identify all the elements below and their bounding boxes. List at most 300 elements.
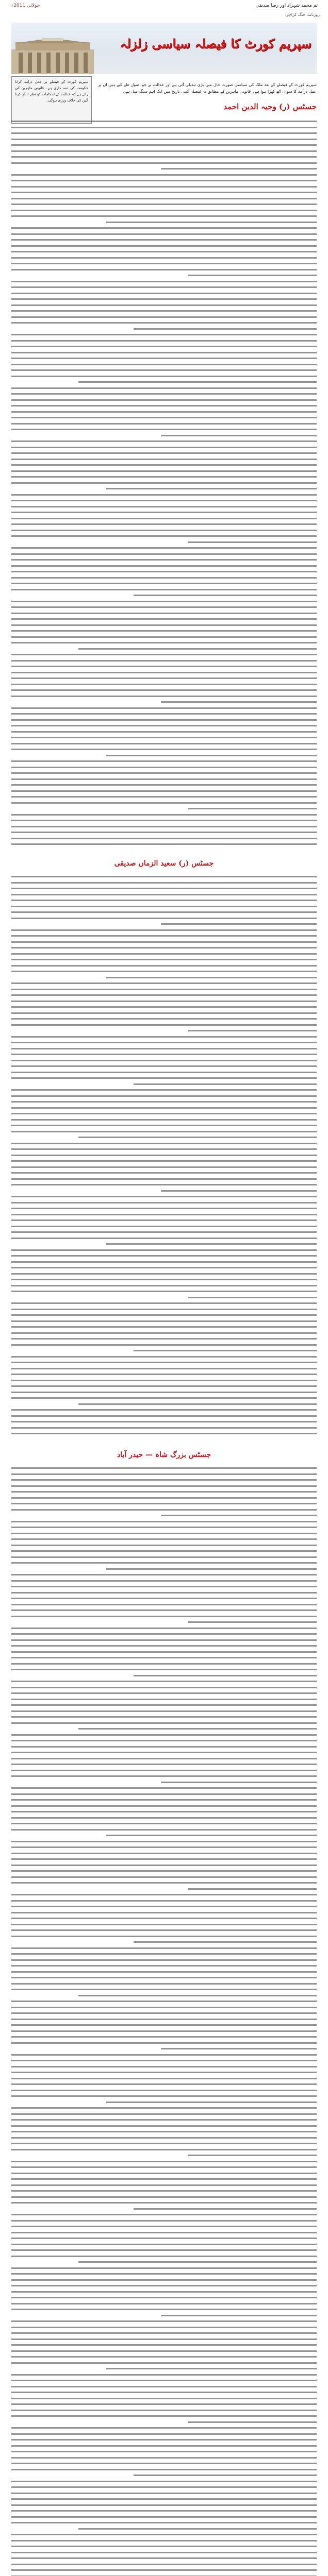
text-line (106, 488, 317, 489)
text-line (11, 1936, 317, 1937)
text-line (11, 518, 317, 519)
text-line (106, 977, 317, 978)
text-line (11, 2090, 317, 2091)
text-line (11, 1609, 317, 1611)
text-line (11, 953, 317, 955)
text-line (11, 1983, 317, 1985)
text-line (11, 784, 317, 786)
text-line (11, 1409, 317, 1411)
text-line (11, 2042, 317, 2044)
text-line (11, 1077, 317, 1079)
text-line (11, 1362, 317, 1363)
byline-1: جسٹس (ر) وجیہ الدین احمد (223, 102, 317, 111)
article-body-section-2 (11, 876, 317, 1443)
text-line (11, 470, 317, 472)
text-line (78, 1403, 317, 1405)
article-body-section-1 (11, 121, 317, 852)
text-line (11, 1018, 317, 1020)
text-line (11, 1533, 317, 1534)
text-line (11, 2190, 317, 2192)
text-line (11, 352, 317, 353)
body-text-lines (11, 121, 317, 845)
text-line (11, 192, 317, 193)
text-line (11, 2540, 317, 2541)
text-line (11, 2249, 317, 2251)
text-line (11, 2552, 317, 2553)
text-line (11, 1309, 317, 1310)
text-line (11, 1633, 317, 1635)
text-line (11, 2131, 317, 2132)
text-line (11, 459, 317, 460)
text-line (11, 233, 317, 235)
text-line (11, 1841, 317, 1842)
text-line (11, 743, 317, 744)
text-line (11, 215, 317, 217)
text-line (11, 1811, 317, 1812)
text-line (11, 1900, 317, 1902)
supreme-court-building-image (11, 38, 94, 74)
hero-banner (11, 23, 317, 74)
text-line (11, 1639, 317, 1641)
text-line (11, 1485, 317, 1487)
text-line (11, 186, 317, 188)
text-line (188, 1030, 317, 1031)
text-line (11, 1255, 317, 1257)
text-line (11, 1467, 317, 1469)
text-line (11, 2066, 317, 2067)
text-line (11, 660, 317, 662)
text-line (11, 322, 317, 324)
text-line (11, 2557, 317, 2559)
text-line (11, 535, 317, 537)
text-line (11, 2030, 317, 2032)
text-line (11, 1155, 317, 1156)
text-line (11, 1060, 317, 1061)
text-line (11, 1545, 317, 1546)
text-line (11, 894, 317, 895)
text-line (11, 1556, 317, 1558)
text-line (106, 1568, 317, 1570)
text-line (11, 1433, 317, 1434)
text-line (11, 2498, 317, 2500)
text-line (11, 452, 317, 454)
text-line (11, 2327, 317, 2328)
text-line (11, 2380, 317, 2381)
text-line (11, 2143, 317, 2144)
text-line (11, 2504, 317, 2506)
text-line (11, 239, 317, 241)
text-line (11, 2303, 317, 2304)
text-line (11, 1657, 317, 1658)
text-line (11, 624, 317, 626)
text-line (188, 1888, 317, 1890)
text-line (11, 1740, 317, 1741)
text-line (11, 523, 317, 525)
text-line (11, 2001, 317, 2002)
text-line (11, 802, 317, 804)
text-line (11, 1148, 317, 1150)
text-line (161, 923, 317, 925)
text-line (11, 334, 317, 335)
text-line (11, 1385, 317, 1387)
text-line (11, 2398, 317, 2399)
text-line (11, 2113, 317, 2115)
text-line (11, 2119, 317, 2121)
text-line (11, 210, 317, 211)
text-line (11, 512, 317, 513)
text-line (11, 500, 317, 501)
text-line (11, 506, 317, 507)
text-line (11, 618, 317, 620)
text-line (11, 2024, 317, 2026)
text-line (11, 2285, 317, 2286)
text-line (11, 1823, 317, 1824)
text-line (11, 876, 317, 877)
text-line (11, 636, 317, 638)
text-line (11, 281, 317, 282)
text-line (11, 971, 317, 972)
text-line (11, 1734, 317, 1736)
text-line (11, 132, 317, 134)
text-line (11, 1113, 317, 1114)
text-line (11, 547, 317, 549)
text-line (11, 1054, 317, 1055)
text-line (11, 1285, 317, 1286)
text-line (11, 2273, 317, 2275)
text-line (11, 1356, 317, 1358)
text-line (11, 1651, 317, 1653)
text-line (11, 376, 317, 377)
byline-2: جسٹس (ر) سعید الزماں صدیقی (114, 859, 214, 868)
byline-3: جسٹس بزرگ شاہ — حیدر آباد (117, 1451, 211, 1459)
text-line (11, 447, 317, 448)
text-line (11, 530, 317, 531)
text-line (11, 2320, 317, 2322)
text-line (11, 180, 317, 181)
text-line (11, 2007, 317, 2008)
text-line (188, 275, 317, 276)
text-line (11, 1125, 317, 1126)
text-line (11, 286, 317, 288)
text-line (11, 2256, 317, 2257)
text-line (11, 2309, 317, 2310)
text-line (161, 1782, 317, 1783)
text-line (11, 1392, 317, 1393)
text-line (11, 2202, 317, 2204)
text-line (11, 1846, 317, 1848)
text-line (78, 1137, 317, 1138)
text-line (11, 1947, 317, 1949)
text-line (11, 959, 317, 960)
text-line (11, 1574, 317, 1575)
text-line (134, 1350, 317, 1351)
text-line (11, 411, 317, 413)
text-line (11, 888, 317, 889)
text-line (11, 1858, 317, 1860)
text-line (11, 464, 317, 466)
text-line (11, 2078, 317, 2079)
text-line (161, 2048, 317, 2049)
text-line (11, 2356, 317, 2358)
text-line (11, 494, 317, 496)
text-line (11, 906, 317, 907)
text-line (11, 2350, 317, 2352)
text-line (11, 2244, 317, 2245)
text-line (11, 310, 317, 312)
text-line (11, 1580, 317, 1582)
text-line (11, 719, 317, 721)
text-line (11, 2166, 317, 2168)
text-line (134, 1941, 317, 1943)
text-line (11, 1302, 317, 1304)
text-line (11, 1273, 317, 1275)
text-line (11, 1202, 317, 1204)
text-line (188, 2155, 317, 2156)
text-line (11, 1072, 317, 1073)
text-line (11, 1764, 317, 1765)
text-line (11, 2125, 317, 2127)
text-line (11, 731, 317, 733)
text-line (11, 1421, 317, 1422)
text-line (11, 796, 317, 798)
text-line (161, 2315, 317, 2316)
text-line (134, 2475, 317, 2476)
text-line (188, 1621, 317, 1623)
text-line (11, 601, 317, 602)
text-line (188, 2421, 317, 2423)
text-line (11, 227, 317, 229)
text-line (106, 755, 317, 756)
text-line (11, 340, 317, 342)
text-line (11, 1870, 317, 1872)
text-line (11, 713, 317, 715)
text-line (11, 918, 317, 919)
text-line (11, 2019, 317, 2020)
text-line (11, 1894, 317, 1895)
text-line (11, 1415, 317, 1417)
text-line (11, 565, 317, 567)
text-line (161, 1190, 317, 1192)
text-line (11, 304, 317, 306)
text-line (11, 1326, 317, 1328)
text-line (11, 2291, 317, 2293)
text-line (11, 589, 317, 590)
text-line (11, 1989, 317, 1990)
text-line (11, 1799, 317, 1801)
text-line (11, 2362, 317, 2364)
text-line (11, 2534, 317, 2535)
text-line (11, 1775, 317, 1777)
text-line (11, 1024, 317, 1026)
text-line (11, 387, 317, 389)
text-line (11, 251, 317, 252)
text-line (11, 1977, 317, 1978)
text-line (11, 1089, 317, 1091)
text-line (11, 2279, 317, 2281)
text-line (161, 435, 317, 436)
text-line (11, 393, 317, 395)
text-line (11, 1226, 317, 1227)
text-line (11, 2060, 317, 2061)
text-line (11, 2072, 317, 2073)
text-line (11, 900, 317, 901)
text-line (11, 1865, 317, 1866)
text-line (78, 1995, 317, 1996)
text-line (11, 2297, 317, 2298)
text-line (11, 2178, 317, 2180)
text-line (11, 1758, 317, 1759)
text-line (11, 2332, 317, 2334)
text-line (11, 1012, 317, 1014)
text-line (11, 263, 317, 264)
text-line (11, 1692, 317, 1694)
text-line (11, 760, 317, 762)
text-line (11, 1604, 317, 1605)
text-line (11, 1959, 317, 1961)
text-line (11, 1344, 317, 1346)
text-line (11, 2374, 317, 2376)
text-line (11, 423, 317, 425)
text-line (11, 965, 317, 967)
dateline: جولائی 2011ء (11, 3, 40, 8)
text-line (11, 298, 317, 300)
text-line (11, 1965, 317, 1967)
text-line (134, 595, 317, 596)
text-line (11, 1267, 317, 1268)
text-line (11, 2493, 317, 2494)
text-line (11, 2439, 317, 2441)
text-line (11, 1160, 317, 1162)
text-line (11, 1509, 317, 1511)
text-line (11, 838, 317, 839)
text-line (11, 1770, 317, 1771)
text-line (11, 1704, 317, 1706)
text-line (11, 364, 317, 365)
text-line (11, 666, 317, 667)
text-line (11, 1320, 317, 1322)
text-line (11, 1929, 317, 1931)
text-line (11, 1491, 317, 1493)
text-line (11, 2451, 317, 2452)
text-line (11, 2232, 317, 2233)
text-line (11, 482, 317, 484)
text-line (11, 1279, 317, 1280)
text-line (11, 1249, 317, 1251)
text-line (188, 1297, 317, 1298)
text-line (11, 2149, 317, 2150)
text-line (11, 2403, 317, 2405)
text-line (11, 121, 317, 122)
text-line (11, 2344, 317, 2346)
text-line (11, 1538, 317, 1540)
text-line (11, 144, 317, 146)
text-line (11, 630, 317, 632)
text-line (11, 1628, 317, 1629)
text-line (11, 346, 317, 347)
text-line (11, 1006, 317, 1008)
text-line (11, 2457, 317, 2459)
text-line (11, 1065, 317, 1067)
text-line (11, 1131, 317, 1132)
text-line (11, 994, 317, 996)
text-line (11, 2410, 317, 2411)
text-line (134, 1083, 317, 1085)
text-line (11, 1497, 317, 1499)
text-line (11, 1332, 317, 1334)
text-line (11, 571, 317, 572)
text-line (11, 2463, 317, 2464)
text-line (11, 1829, 317, 1831)
text-line (11, 139, 317, 140)
text-line (11, 1196, 317, 1197)
text-line (11, 2516, 317, 2518)
text-line (11, 982, 317, 984)
body-text-lines (11, 876, 317, 1434)
text-line (11, 2415, 317, 2417)
text-line (11, 1107, 317, 1109)
text-line (134, 1675, 317, 1676)
text-line (11, 2220, 317, 2222)
text-line (161, 701, 317, 703)
text-line (11, 1291, 317, 1292)
text-line (11, 1699, 317, 1700)
text-line (11, 2392, 317, 2393)
text-line (11, 174, 317, 176)
text-line (11, 820, 317, 821)
text-line (11, 2196, 317, 2198)
text-line (11, 1338, 317, 1340)
source-line: روزنامہ جنگ کراچی (285, 12, 320, 17)
text-line (11, 553, 317, 555)
text-line (78, 2528, 317, 2530)
text-line (11, 1592, 317, 1594)
text-line (11, 1586, 317, 1587)
text-line (11, 2095, 317, 2097)
text-line (11, 1178, 317, 1180)
text-line (11, 1166, 317, 1168)
text-line (11, 2184, 317, 2186)
text-line (11, 559, 317, 561)
text-line (11, 2427, 317, 2429)
text-line (11, 1918, 317, 1919)
text-line (11, 2481, 317, 2482)
text-line (78, 2261, 317, 2263)
text-line (11, 2386, 317, 2387)
text-line (11, 1562, 317, 1564)
text-line (11, 2433, 317, 2435)
text-line (11, 1172, 317, 1174)
text-line (11, 399, 317, 401)
text-line (11, 257, 317, 259)
text-line (11, 677, 317, 679)
text-line (11, 1805, 317, 1807)
text-line (106, 1835, 317, 1836)
text-line (11, 1368, 317, 1369)
text-line (11, 358, 317, 359)
text-line (11, 1527, 317, 1528)
text-line (11, 293, 317, 294)
text-line (11, 1214, 317, 1215)
text-line (11, 1048, 317, 1049)
text-line (11, 1503, 317, 1504)
text-line (11, 707, 317, 709)
sidebar-quote-box: سپریم کورٹ کے فیصلے پر عمل درآمد کرانا حکومت کی ذمہ داری ہے۔ قانونی ماہرین کی رائے ہے کہ عدالت کے احکامات کو نظر انداز کرنا آئین کی خلاف ورزی ہوگی۔ (11, 76, 92, 124)
text-line (11, 198, 317, 199)
text-line (11, 1479, 317, 1481)
text-line (11, 1710, 317, 1712)
text-line (11, 606, 317, 608)
text-line (11, 2238, 317, 2239)
